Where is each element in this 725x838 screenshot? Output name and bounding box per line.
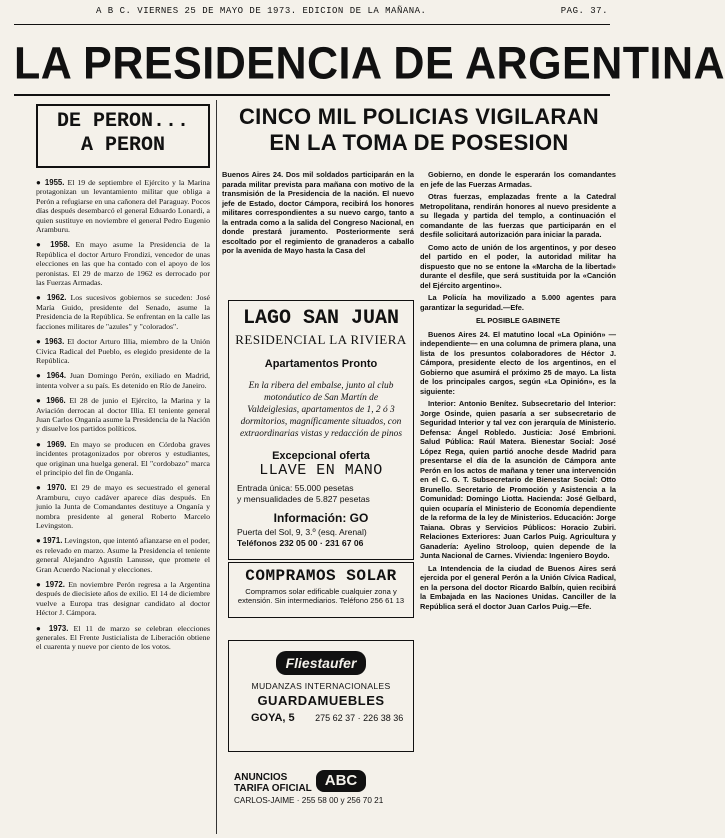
abc-anuncios-ad — [228, 766, 412, 832]
chronology-entry: ● 1963. El doctor Arturo Illia, miembro de la Unión Cívica Radical del Pueblo, es elegido presidente de la República. — [36, 337, 210, 365]
ad-title: COMPRAMOS SOLAR — [245, 567, 397, 585]
story-headline-line-2: EN LA TOMA DE POSESION — [269, 130, 569, 155]
story-paragraph: La Policía ha movilizado a 5.000 agentes para garantizar la seguridad.—Efe. — [420, 293, 616, 312]
ad-address — [237, 527, 405, 549]
kicker-line-2: A PERON — [80, 134, 165, 157]
ad-contact — [251, 712, 405, 724]
ad-subtitle: RESIDENCIAL LA RIVIERA — [235, 332, 407, 347]
ad-price-line: y mensualidades de 5.827 pesetas — [237, 494, 370, 504]
ad-line: MUDANZAS INTERNACIONALES — [251, 681, 391, 691]
lago-san-juan-ad — [228, 300, 414, 560]
logo-wrap — [229, 651, 413, 675]
story-headline — [222, 104, 616, 156]
story-continuation — [420, 170, 616, 834]
ad-address-line: Puerta del Sol, 9, 3.º (esq. Arenal) — [237, 527, 367, 537]
column-divider — [216, 100, 217, 834]
chronology-entry: ● 1970. El 29 de mayo es secuestrado el general Aramburu, cuyo cadáver aparece días después. En junio la Junta de Comandantes destituye a Onganía y nombra presidente al general Roberto Marcelo Levingston. — [36, 483, 210, 530]
headline-rule — [14, 94, 610, 96]
kicker-line-1: DE PERON... — [56, 110, 190, 133]
left-column — [36, 104, 210, 836]
chronology-list — [36, 178, 210, 652]
ad-body: Compramos solar edificable cualquier zona y extensión. Sin intermediarios. Teléfono 256 61 13 — [237, 587, 405, 605]
chronology-entry: ● 1955. El 19 de septiembre el Ejército y la Marina protagonizan un levantamiento militar que obliga a Perón a refugiarse en una cañonera del Paraguay. Pocos días después desembarcó el general Eduardo Lonardi, a quien sustituye en noviembre el general Pedro Eugenio Aramburu. — [36, 178, 210, 234]
ad-price — [237, 483, 405, 505]
ad-phones: 275 62 37 · 226 38 36 — [315, 713, 404, 723]
story-headline-line-1: CINCO MIL POLICIAS VIGILARAN — [238, 104, 599, 129]
kicker-box — [36, 104, 210, 168]
compramos-solar-ad — [228, 562, 414, 618]
chronology-entry: ● 1966. El 28 de junio el Ejército, la Marina y la Aviación derrocan al doctor Illia. El teniente general Juan Carlos Onganía asume la Presidencia de la Nación y disuelve los partidos políticos. — [36, 396, 210, 434]
chronology-entry: ● 1962. Los sucesivos gobiernos se suceden: José María Guido, presidente del Senado, asume la Presidencia de la República. Se enfrentan en la calle las facciones militares de "azules" y "colorados". — [36, 293, 210, 331]
abc-logo: ABC — [316, 770, 366, 792]
dateline-text: A B C. VIERNES 25 DE MAYO DE 1973. EDICION DE LA MAÑANA. — [96, 6, 427, 16]
ad-body: En la ribera del embalse, junto al club motonáutico de San Martín de Valdeiglesias, apartamentos de 1, 2 ó 3 dormitorios, magníficamente situados, con extraordinarias vistas y redacción de pinos — [239, 381, 403, 439]
ad-offer: Excepcional oferta — [272, 450, 370, 462]
dateline — [96, 6, 616, 20]
story-paragraph: Interior: Antonio Benítez. Subsecretario del Interior: Jorge Osinde, quien pasaría a ser subsecretario de Seguridad Interior y tal vez con jerarquía de Ministerio. Defensa: Ángel Robledo. Justicia: José Embrioni. Salud Pública: Raúl Matera. Bienestar Social: José López Rega, quien partió anoche desde Madrid para presentarse el día de la asunción de Cámpora ante Perón en los actos de mañana y tener una intervención en el C. G. T. Subsecretario de Bienestar Social: Otto Brunello. Secretario de Promoción y Asistencia a la Comunidad: Domingo Liotta. Hacienda: José Gelbard, quien ocuparía el Ministerio de Economía dependiente de la reforma de la ley de Ministerios. Educación: Jorge Taiana. Obras y Servicios Públicos: Horacio Zubiri. Relaciones Exteriores: Juan Carlos Puig. Agricultura y Ganadería: Ayelino Stroloop, quien depende de la Junta Nacional de Carnes. Vivienda: Ingeniero Boydo. — [420, 399, 616, 560]
ad-subtitle: TARIFA OFICIAL — [234, 783, 312, 794]
chronology-entry: ● 1973. El 11 de marzo se celebran elecciones generales. El Frente Justicialista de Liberación obtiene el cuarenta y nueve por ciento de los votos. — [36, 624, 210, 652]
ad-street: GOYA, 5 — [251, 712, 295, 724]
chronology-entry: ● 1964. Juan Domingo Perón, exiliado en Madrid, intenta volver a su país. Es detenido en Río de Janeiro. — [36, 371, 210, 390]
top-rule — [14, 24, 610, 25]
ad-contact: CARLOS-JAIME · 255 58 00 y 256 70 21 — [234, 796, 384, 805]
ad-title: ANUNCIOS — [234, 772, 288, 783]
ad-llave: LLAVE EN MANO — [259, 462, 383, 479]
fliestaufer-logo: Fliestaufer — [276, 651, 367, 675]
guardamuebles-ad — [228, 640, 414, 752]
chronology-entry: ● 1958. En mayo asume la Presidencia de la República el doctor Arturo Frondizi, vencedor de unas elecciones en las que ha contado con el apoyo de los peronistas. El 29 de marzo de 1962 es derrocado por las Fuerzas Armadas. — [36, 240, 210, 287]
page-headline: LA PRESIDENCIA DE ARGENTINA — [14, 38, 725, 90]
ad-info: Información: GO — [273, 511, 369, 525]
ad-title: LAGO SAN JUAN — [242, 307, 400, 330]
story-paragraph: Otras fuerzas, emplazadas frente a la Catedral Metropolitana, rendirán honores al nuevo presidente a su llegada y partida del templo, a continuación el comandante de las fuerzas que participarán en el desfile solicitará autorización para iniciar la parada. — [420, 192, 616, 239]
story-paragraph: Buenos Aires 24. El matutino local «La Opinión» —independiente— en una columna de primera plana, una lista de los presuntos colaboradores de Héctor J. Cámpora, presidente electo de los argentinos, en el Gobierno que asumirá el próximo 25 de mayo. La lista de los principales cargos, según «La Opinión», es la siguiente: — [420, 329, 616, 396]
ad-price-line: Entrada única: 55.000 pesetas — [237, 483, 354, 493]
story-paragraph: Gobierno, en donde le esperarán los comandantes en jefe de las Fuerzas Armadas. — [420, 170, 616, 189]
ad-title: GUARDAMUEBLES — [257, 693, 385, 708]
page-number: PAG. 37. — [560, 6, 608, 16]
ad-tagline: Apartamentos Pronto — [264, 358, 378, 370]
story-lead: Buenos Aires 24. Dos mil soldados participarán en la parada militar prevista para mañana con motivo de la transmisión de la Presidencia de la nación. El nuevo jefe de Estado, doctor Cámpora, recibirá los honores militares correspondientes a su nuevo cargo, tanto a la entrada como a la salida del Congreso Nacional, en donde prestará juramento. Posteriormente será escoltado por el regimiento de granaderos a caballo por la avenida de Mayo hasta la Casa del — [222, 170, 414, 255]
ad-phones: Teléfonos 232 05 00 · 231 67 06 — [237, 538, 364, 548]
chronology-entry: ● 1972. En noviembre Perón regresa a la Argentina después de diecisiete años de exilio. El 14 de diciembre vuelve a Europa tras designar candidato al doctor Héctor J. Cámpora. — [36, 580, 210, 618]
chronology-entry: ● 1971. Levingston, que intentó afianzarse en el poder, es relevado en marzo. Asume la Presidencia el teniente general Alejandro Agustín Lanusse, que promete el Gran Acuerdo Nacional y elecciones. — [36, 536, 210, 574]
story-paragraph: Como acto de unión de los argentinos, y por deseo del partido en el poder, la autoridad militar ha dispuesto que no se entone la «Marcha de la libertad» durante el desfile, que será sustituida por la «Canción del Ejército argentino». — [420, 242, 616, 290]
section-title: EL POSIBLE GABINETE — [475, 316, 561, 325]
story-paragraph: La Intendencia de la ciudad de Buenos Aires será ejercida por el general Perón a la Unión Cívica Radical, en la persona del doctor Ricardo Balbín, quien recibirá la Embajada en las Naciones Unidas. Canciller de la República será el doctor Juan Carlos Puig.—Efe. — [420, 563, 616, 611]
chronology-entry: ● 1969. En mayo se producen en Córdoba graves incidentes protagonizados por obreros y estudiantes, que originan una huelga general. El "cordobazo" marca el principio del fin de Onganía. — [36, 440, 210, 478]
